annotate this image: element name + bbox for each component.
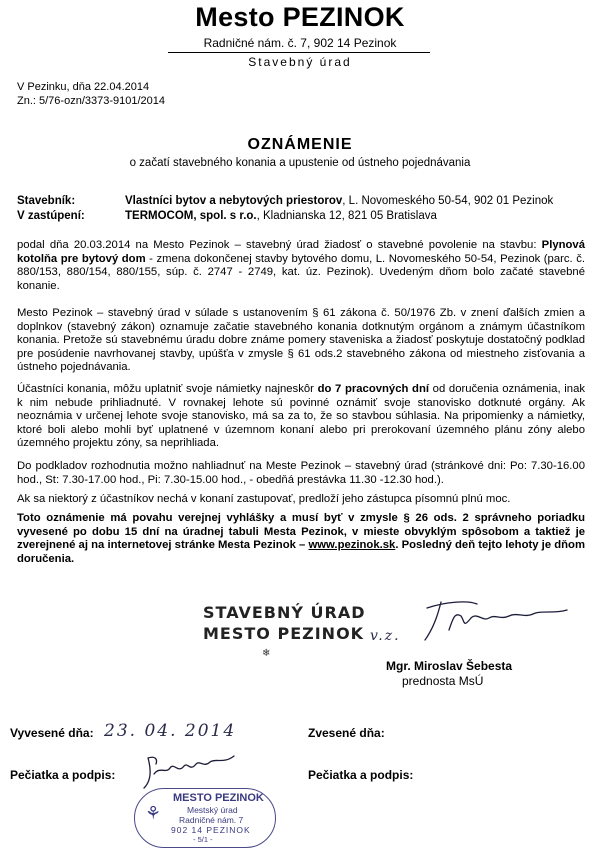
office-stamp-line1: STAVEBNÝ ÚRAD	[203, 603, 366, 622]
city-address: Radničné nám. č. 7, 902 14 Pezinok	[203, 36, 397, 50]
stamp-ornament-icon: ❄	[262, 648, 271, 659]
reference-number: Zn.: 5/76-ozn/3373-9101/2014	[17, 95, 166, 107]
director-signature	[405, 596, 585, 646]
builder-address: , L. Novomeského 50-54, 902 01 Pezinok	[342, 195, 554, 207]
posted-label: Vyvesené dňa:	[10, 726, 94, 740]
document-subheading: o začatí stavebného konania a upustenie od ústneho pojednávania	[129, 157, 471, 169]
municipal-stamp-line2: Radničné nám. 7	[179, 815, 244, 825]
objections-text-b: od doručenia oznámenia, inak k nim nebude prihliadnuté. V rovnakej lehote sú povinné oznámiť svoje stanovisko dotknuté orgány. Ak neoznámia v určenej lehote svoje stanovisko, má sa za to, že so stavbou súhlasia. Na pripomienky a námietky, ktoré boli alebo mohli byť uplatnené v územnom konaní alebo pri prerokovaní územného plánu zóny alebo územného projektu zóny, sa neprihliada.	[17, 383, 585, 450]
paragraph-public-notice	[17, 512, 585, 566]
municipal-stamp	[134, 788, 276, 848]
city-title: Mesto PEZINOK	[195, 2, 405, 32]
on-behalf-mark: v.z.	[370, 628, 401, 644]
date-line: V Pezinku, dňa 22.04.2014	[17, 81, 150, 93]
paragraph-office-hours: Do podkladov rozhodnutia možno nahliadnuť na Meste Pezinok – stavebný úrad (stránkové dni: Po: 7.30-16.00 hod., St: 7.30-17.00 hod., Pi: 7.30-15.00 hod., - obedňá prestávka 11.30 -12.30 hod.).	[17, 460, 585, 486]
objections-deadline: do 7 pracovných dní	[317, 383, 430, 395]
paragraph-representation: Ak sa niektorý z účastníkov nechá v konaní zastupovať, predloží jeho zástupca písomnú plnú moc.	[17, 493, 511, 505]
builder-label: Stavebník:	[17, 195, 76, 207]
paragraph-objections	[17, 383, 585, 451]
paragraph-application	[17, 239, 585, 293]
posted-date: 23. 04. 2014	[104, 721, 237, 741]
paragraph-notice: Mesto Pezinok – stavebný úrad v súlade s ustanovením § 61 zákona č. 50/1976 Zb. v znení ďalších zmien a doplnkov (stavebný zákon) oznamuje začatie stavebného konania dotknutým orgánom a známym účastníkom konania. Pretože sú stavebnému úradu dobre známe pomery staveniska a žiadosť poskytuje dostatočný podklad pre posúdenie navrhovanej stavby, upúšťa v zmysle § 61 ods.2 stavebného zákona od miestneho zisťovania a ústneho pojednávania.	[17, 307, 585, 374]
representative-address: , Kladnianska 12, 821 05 Bratislava	[256, 210, 437, 222]
project-name: Plynová kotolňa pre bytový dom	[17, 239, 585, 265]
municipal-stamp-line4: - 5/1 -	[193, 835, 213, 844]
municipal-stamp-title: MESTO PEZINOK	[173, 792, 264, 804]
public-notice-text: Toto oznámenie má povahu verejnej vyhlášky a musí byť v zmysle § 26 ods. 2 správneho poriadku vyvesené po dobu 15 dní na úradnej tabuli Mesta Pezinok, v mieste obvyklým spôsobom a taktiež je zverejnené aj na internetovej stránke Mesta Pezinok –	[17, 512, 585, 552]
public-notice-end: . Posledný deň tejto lehoty je dňom doručenia.	[17, 539, 586, 565]
office-stamp-line2: MESTO PEZINOK	[203, 624, 365, 643]
representative-name: TERMOCOM, spol. s r.o.	[125, 210, 257, 222]
header-rule	[168, 52, 430, 53]
office-name: Stavebný úrad	[248, 55, 352, 69]
objections-text-a: Účastníci konania, môžu uplatniť svoje námietky najneskôr	[17, 383, 318, 395]
representative-label: V zastúpení:	[17, 210, 85, 222]
paragraph-application-text: podal dňa 20.03.2014 na Mesto Pezinok – stavebný úrad žiadosť o stavebné povolenie na stavbu:	[17, 239, 537, 251]
municipal-stamp-line3: 902 14 PEZINOK	[171, 825, 251, 835]
builder-line	[17, 194, 553, 209]
representative-line	[17, 209, 437, 224]
document-heading: OZNÁMENIE	[247, 136, 353, 153]
stamp-signature-label-right: Pečiatka a podpis:	[308, 768, 414, 782]
municipal-stamp-line1: Mestský úrad	[187, 805, 238, 815]
posting-signature	[140, 752, 240, 792]
removed-label: Zvesené dňa:	[308, 726, 385, 740]
website-link[interactable]: www.pezinok.sk	[308, 539, 396, 552]
project-details: - zmena dokončenej stavby bytového domu, L. Novomeského 50-54, Pezinok (parc. č. 880/153, 880/154, 880/155, súp. č. 2747 - 2749, kat. úz. Pezinok). Uvedeným dňom bolo začaté stavebné konanie.	[17, 252, 585, 292]
signatory-name: Mgr. Miroslav Šebesta	[386, 659, 513, 673]
signatory-role: prednosta MsÚ	[402, 674, 484, 688]
coat-of-arms-icon: ⚘	[145, 803, 162, 823]
stamp-signature-label-left: Pečiatka a podpis:	[10, 768, 116, 782]
builder-name: Vlastníci bytov a nebytových priestorov	[125, 195, 343, 207]
